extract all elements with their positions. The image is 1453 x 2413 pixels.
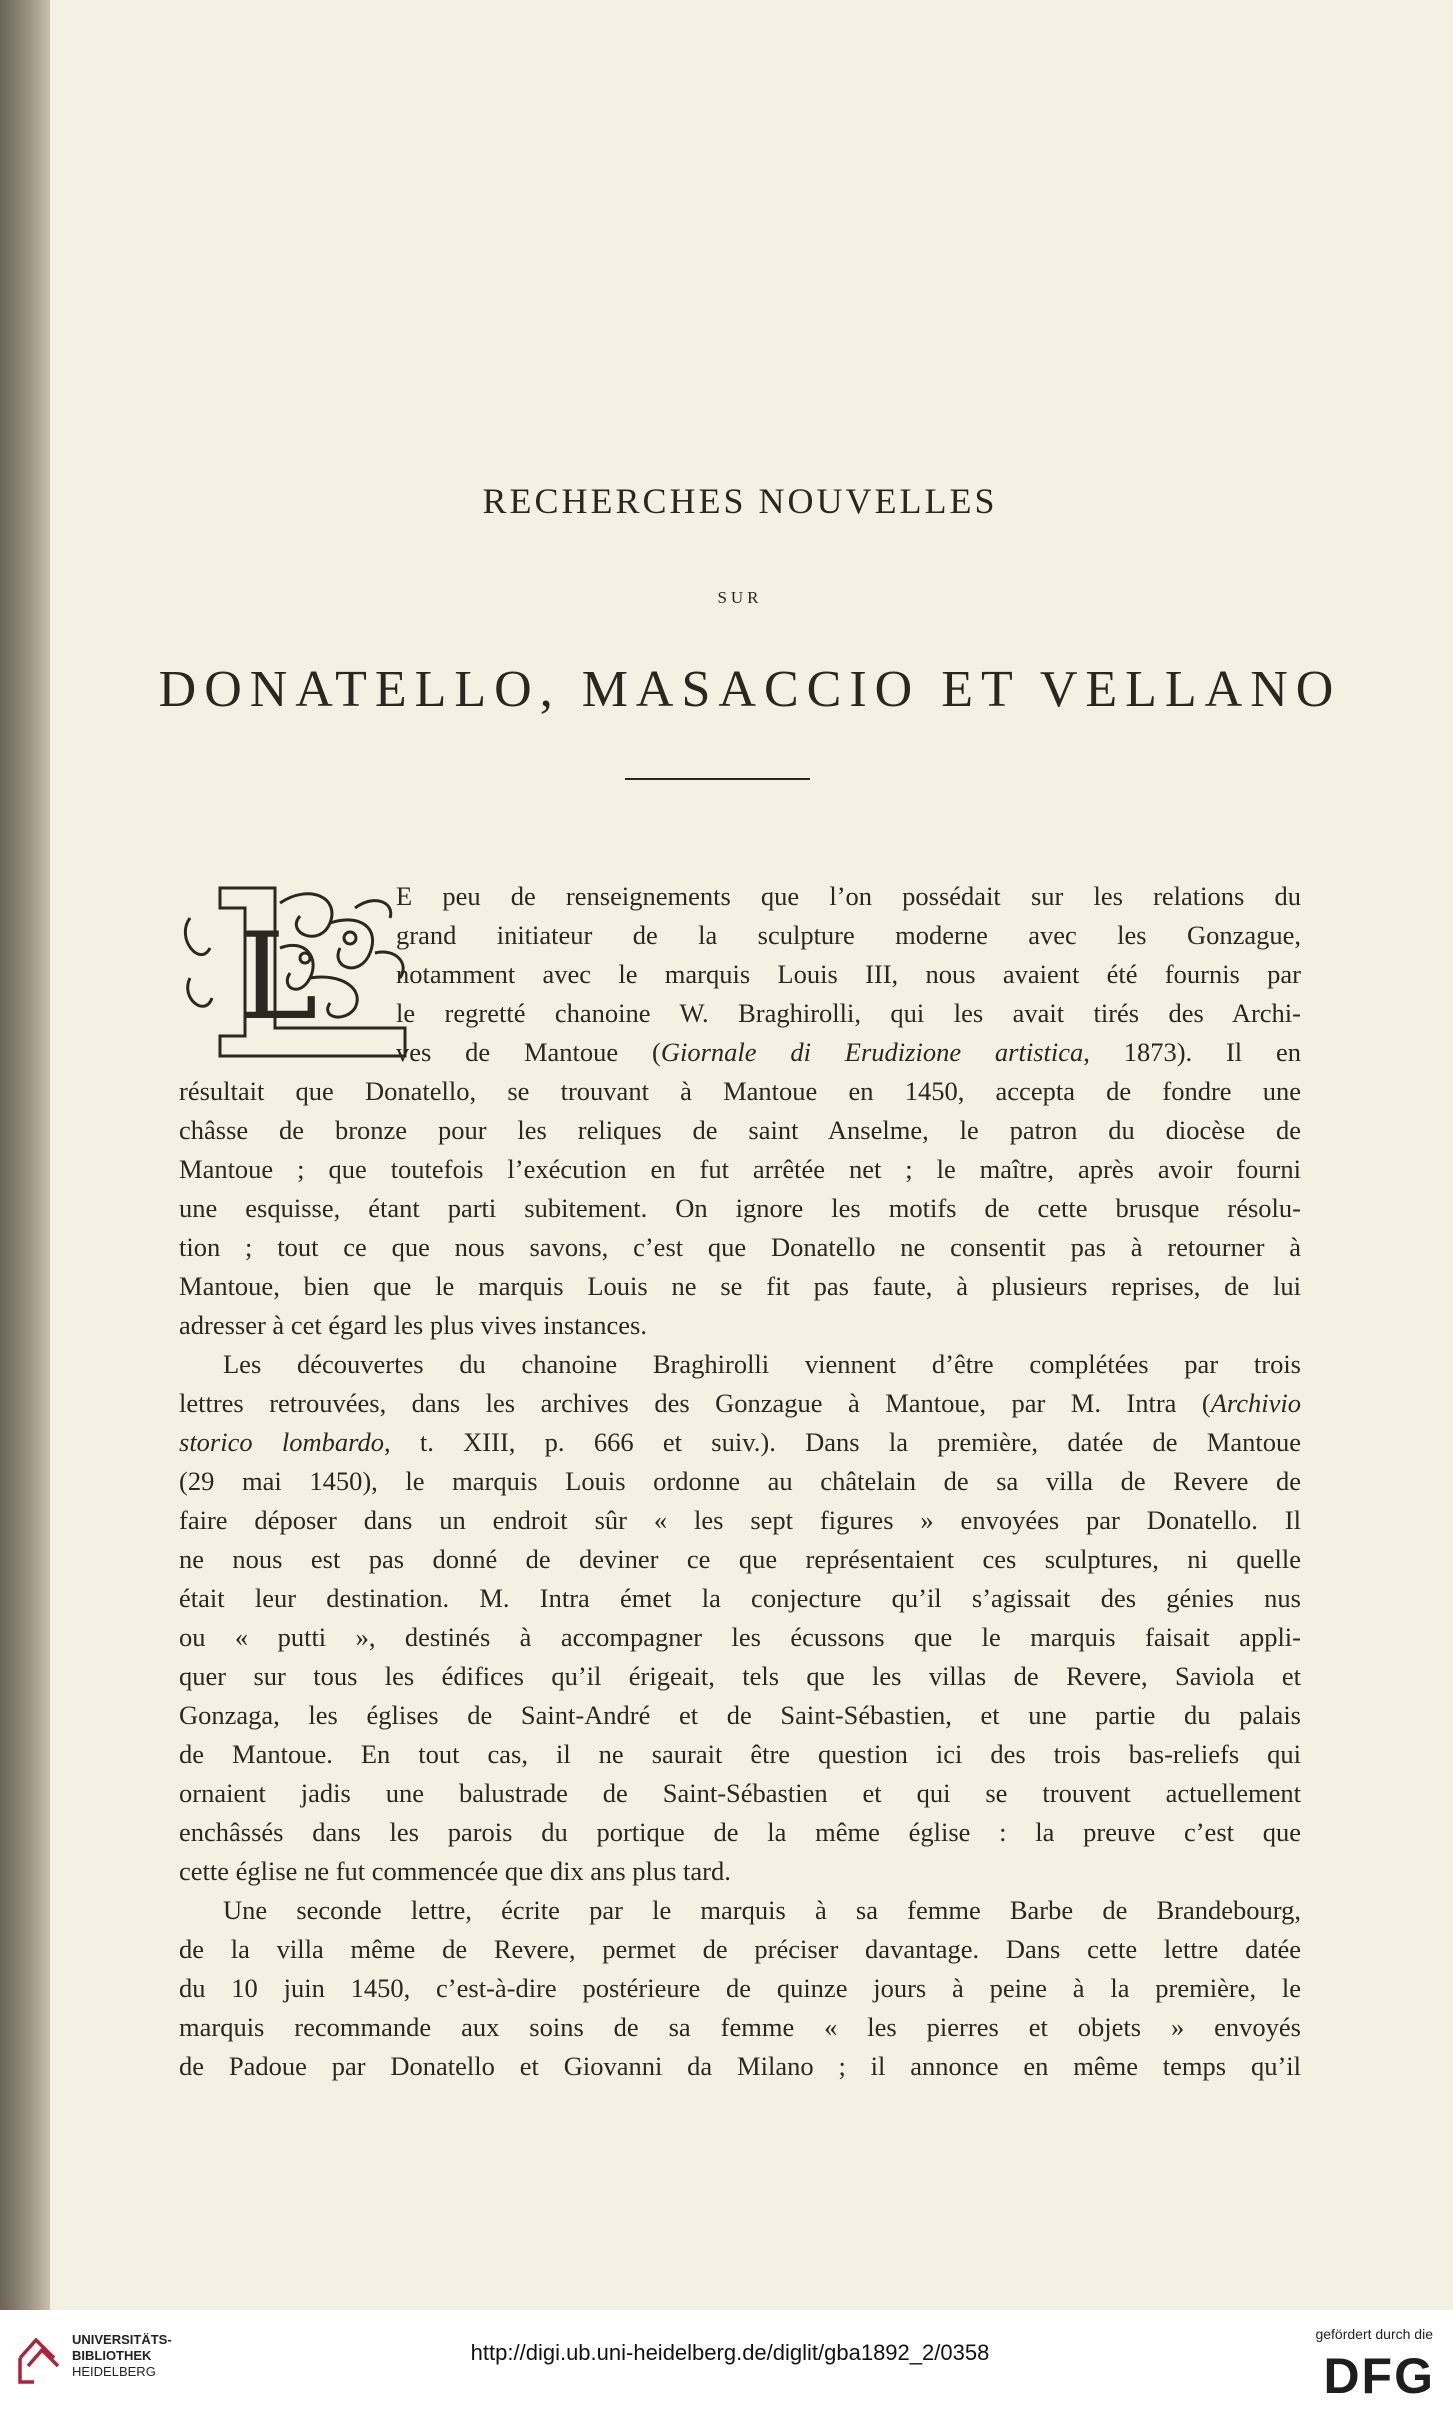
text-line: adresser à cet égard les plus vives instances.	[179, 1310, 647, 1340]
text-line: tion ; tout ce que nous savons, c’est que Donatello ne consentit pas à retourner à	[179, 1232, 1301, 1262]
scan-binding-edge	[0, 0, 50, 2310]
text-line: Mantoue, bien que le marquis Louis ne se fit pas faute, à plusieurs reprises, de lui	[179, 1271, 1301, 1301]
text-line: ornaient jadis une balustrade de Saint-Sébastien et qui se trouvent actuellement	[179, 1778, 1301, 1808]
text-line: châsse de bronze pour les reliques de saint Anselme, le patron du diocèse de	[179, 1115, 1301, 1145]
title-line-2: DONATELLO, MASACCIO ET VELLANO	[158, 661, 1342, 718]
ornamental-drop-cap	[180, 878, 430, 1066]
text-line: cette église ne fut commencée que dix ans plus tard.	[179, 1856, 731, 1886]
text-line: Une seconde lettre, écrite par le marquis à sa femme Barbe de Brandebourg,	[223, 1895, 1301, 1925]
university-library-name: UNIVERSITÄTS- BIBLIOTHEK HEIDELBERG	[72, 2332, 172, 2379]
text-line: notamment avec le marquis Louis III, nous avaient été fournis par	[396, 959, 1301, 989]
italic-storico: storico lombardo	[179, 1427, 384, 1457]
text-line: Mantoue ; que toutefois l’exécution en fut arrêtée net ; le maître, après avoir fourni	[179, 1154, 1301, 1184]
text-line: était leur destination. M. Intra émet la conjecture qu’il s’agissait des génies nus	[179, 1583, 1301, 1613]
title-sur: SUR	[717, 588, 763, 607]
text-line: E peu de renseignements que l’on possédait sur les relations du	[396, 881, 1301, 911]
text-line: de Padoue par Donatello et Giovanni da Milano ; il annonce en même temps qu’il	[179, 2051, 1301, 2081]
text-line: de la villa même de Revere, permet de préciser davantage. Dans cette lettre datée	[179, 1934, 1301, 1964]
drop-cap-letter: L	[238, 908, 318, 1047]
text-line: lettres retrouvées, dans les archives des Gonzague à Mantoue, par M. Intra (Archivio	[179, 1388, 1301, 1418]
dfg-logo: DFG	[1323, 2348, 1435, 2404]
text-line: le regretté chanoine W. Braghirolli, qui les avait tirés des Archi-	[396, 998, 1301, 1028]
text-line: marquis recommande aux soins de sa femme « les pierres et objets » envoyés	[179, 2012, 1301, 2042]
text-line: quer sur tous les édifices qu’il érigeait, tels que les villas de Revere, Saviola et	[179, 1661, 1301, 1691]
text-line: résultait que Donatello, se trouvant à Mantoue en 1450, accepta de fondre une	[179, 1076, 1301, 1106]
title-line-1: RECHERCHES NOUVELLES	[482, 481, 998, 521]
funding-caption: gefördert durch die	[1315, 2326, 1433, 2342]
text-line: Gonzaga, les églises de Saint-André et de Saint-Sébastien, et une partie du palais	[179, 1700, 1301, 1730]
text-line: ne nous est pas donné de deviner ce que représentaient ces sculptures, ni quelle	[179, 1544, 1301, 1574]
text-line: ves de Mantoue (Giornale di Erudizione artistica, 1873). Il en	[396, 1037, 1301, 1067]
text-line: de Mantoue. En tout cas, il ne saurait être question ici des trois bas-reliefs qui	[179, 1739, 1301, 1769]
title-rule	[625, 778, 810, 780]
viewer-footer	[0, 2310, 1453, 2413]
text-line: du 10 juin 1450, c’est-à-dire postérieure de quinze jours à peine à la première, le	[179, 1973, 1301, 2003]
text-line: storico lombardo, t. XIII, p. 666 et suiv.). Dans la première, datée de Mantoue	[179, 1427, 1301, 1457]
italic-archivio: Archivio	[1210, 1388, 1301, 1418]
text-line: ou « putti », destinés à accompagner les écussons que le marquis faisait appli-	[179, 1622, 1301, 1652]
italic-giornale: Giornale di Erudizione artistica	[660, 1037, 1084, 1067]
text-line: faire déposer dans un endroit sûr « les sept figures » envoyées par Donatello. Il	[179, 1505, 1301, 1535]
text-line: (29 mai 1450), le marquis Louis ordonne au châtelain de sa villa de Revere de	[179, 1466, 1301, 1496]
scanned-page	[50, 0, 1453, 2310]
text-line: grand initiateur de la sculpture moderne avec les Gonzague,	[396, 920, 1301, 950]
text-line: une esquisse, étant parti subitement. On ignore les motifs de cette brusque résolu-	[179, 1193, 1301, 1223]
page-permalink[interactable]: http://digi.ub.uni-heidelberg.de/diglit/gba1892_2/0358	[470, 2340, 990, 2365]
text-line: enchâssés dans les parois du portique de la même église : la preuve c’est que	[179, 1817, 1301, 1847]
university-library-logo-icon	[14, 2328, 64, 2388]
text-line: Les découvertes du chanoine Braghirolli viennent d’être complétées par trois	[223, 1349, 1301, 1379]
